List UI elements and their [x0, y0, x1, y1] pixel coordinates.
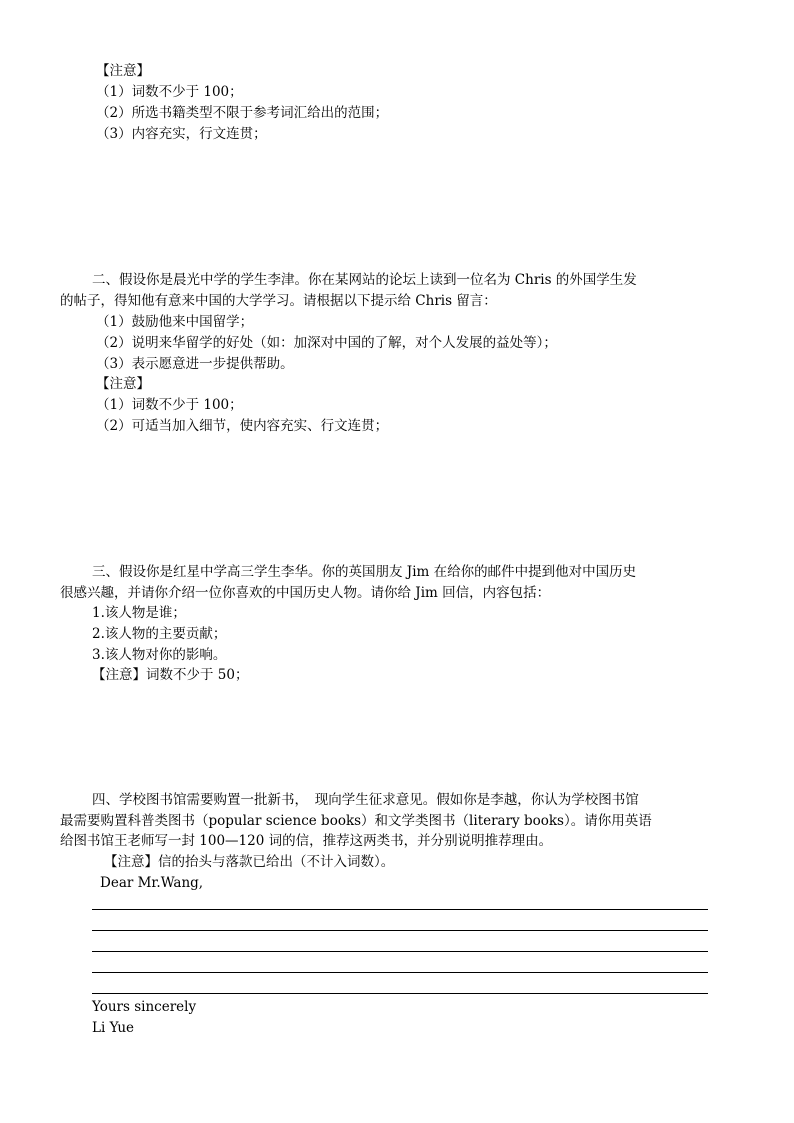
section3-prompt-line-2: 很感兴趣，并请你介绍一位你喜欢的中国历史人物。请你给 Jim 回信，内容包括： [60, 585, 551, 601]
section3-note: 【注意】词数不少于 50； [92, 667, 249, 683]
writing-line [92, 993, 708, 994]
section2-note-1: （1）词数不少于 100； [96, 397, 243, 413]
section1-note-heading: 【注意】 [96, 63, 150, 79]
section1-note-3: （3）内容充实，行文连贯； [96, 126, 267, 142]
writing-line [92, 972, 708, 973]
section3-point-3: 3.该人物对你的影响。 [92, 647, 227, 663]
letter-signature: Li Yue [92, 1020, 134, 1036]
writing-line [92, 909, 708, 910]
writing-line [92, 930, 708, 931]
section3-point-1: 1.该人物是谁； [92, 605, 186, 621]
section2-prompt-line-2: 的帖子，得知他有意来中国的大学学习。请根据以下提示给 Chris 留言： [60, 293, 497, 309]
section2-point-3: （3）表示愿意进一步提供帮助。 [96, 356, 294, 372]
section4-prompt-line-2: 最需要购置科普类图书（popular science books）和文学类图书（literary books）。请你用英语 [60, 813, 652, 829]
section2-note-heading: 【注意】 [96, 376, 150, 392]
writing-line [92, 951, 708, 952]
section1-note-1: （1）词数不少于 100； [96, 84, 243, 100]
letter-salutation: Dear Mr.Wang, [100, 875, 204, 891]
section2-point-2: （2）说明来华留学的好处（如：加深对中国的了解，对个人发展的益处等）； [96, 335, 557, 351]
section2-prompt-line-1: 二、假设你是晨光中学的学生李津。你在某网站的论坛上读到一位名为 Chris 的外国学生发 [92, 272, 637, 288]
section4-note: 【注意】信的抬头与落款已给出（不计入词数）。 [104, 854, 395, 870]
section4-prompt-line-3: 给图书馆王老师写一封 100—120 词的信，推荐这两类书，并分别说明推荐理由。 [60, 833, 553, 849]
section1-note-2: （2）所选书籍类型不限于参考词汇给出的范围； [96, 105, 389, 121]
letter-closing: Yours sincerely [92, 999, 197, 1015]
section2-point-1: （1）鼓励他来中国留学； [96, 314, 254, 330]
section2-note-2: （2）可适当加入细节，使内容充实、行文连贯； [96, 418, 389, 434]
section3-prompt-line-1: 三、假设你是红星中学高三学生李华。你的英国朋友 Jim 在给你的邮件中提到他对中国历史 [92, 564, 637, 580]
section3-point-2: 2.该人物的主要贡献； [92, 626, 227, 642]
section4-prompt-line-1: 四、学校图书馆需要购置一批新书， 现向学生征求意见。假如你是李越，你认为学校图书馆 [92, 792, 639, 808]
